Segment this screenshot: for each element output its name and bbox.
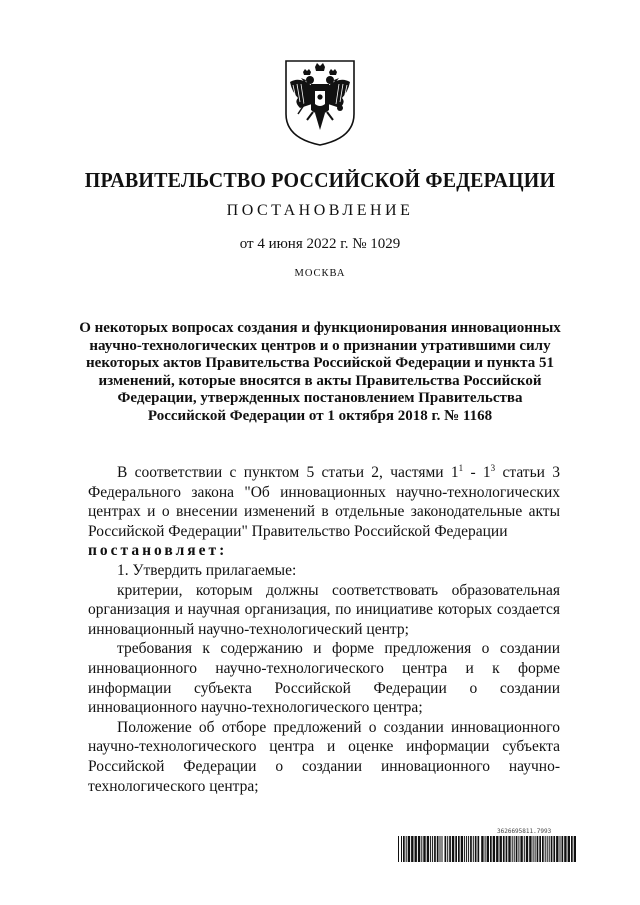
barcode-bar: [518, 836, 519, 862]
barcode-bar: [478, 836, 480, 862]
barcode-bar: [475, 836, 477, 862]
barcode-bar: [529, 836, 531, 862]
barcode-bar: [452, 836, 454, 862]
barcode-bar: [470, 836, 472, 862]
heading-line: Российской Федерации от 1 октября 2018 г. № 1168: [147, 407, 493, 424]
item-1-paragraph: 1. Утвердить прилагаемые:: [117, 561, 297, 579]
heading-line: изменений, которые вносятся в акты Правительства Российской: [98, 372, 542, 389]
barcode-bar: [432, 836, 433, 862]
barcode-bar: [503, 836, 505, 862]
barcode-bar: [427, 836, 429, 862]
barcode-bar: [571, 836, 573, 862]
barcode-bar: [408, 836, 410, 862]
barcode-bar: [549, 836, 550, 862]
barcode-bar: [545, 836, 546, 862]
barcode-bar: [430, 836, 431, 862]
russian-coat-of-arms-icon: [282, 58, 358, 148]
barcode-bar: [539, 836, 541, 862]
superscript-1: 1: [458, 462, 464, 473]
heading-line: некоторых актов Правительства Российской Федерации и пункта 51: [86, 355, 554, 371]
barcode-number: 3626695811.7993: [497, 828, 552, 835]
document-type: ПОСТАНОВЛЕНИЕ: [226, 202, 414, 219]
barcode-bar: [500, 836, 502, 862]
document-body: [88, 463, 560, 796]
barcode-bar: [553, 836, 555, 862]
barcode-bar: [406, 836, 407, 862]
barcode-bar: [461, 836, 463, 862]
heading-line: Федерации, утвержденных постановлением Правительства: [117, 390, 523, 406]
barcode-bar: [468, 836, 469, 862]
barcode-bar: [481, 836, 483, 862]
criteria-paragraph: критерии, которым должны соответствовать образовательная организация и научная организация, по инициативе которых создается инновационный научно-технологический центр;: [88, 581, 560, 638]
barcode-bar: [437, 836, 439, 862]
barcode-bar: [556, 836, 558, 862]
barcode-bar: [508, 836, 510, 862]
barcode-bar: [524, 836, 525, 862]
barcode-bar: [473, 836, 474, 862]
superscript-3: 3: [490, 462, 496, 473]
heading-line: научно-технологических центров и о признании утратившими силу: [89, 337, 551, 354]
barcode-bar: [415, 836, 417, 862]
barcode-bar: [487, 836, 489, 862]
barcode-bar: [418, 836, 420, 862]
barcode-bar: [535, 836, 536, 862]
barcode-bar: [516, 836, 518, 862]
barcode-bar: [403, 836, 405, 862]
decree-verb: постановляет:: [88, 542, 228, 560]
barcode-bar: [562, 836, 564, 862]
decree-word: [88, 541, 560, 561]
barcode-bar: [466, 836, 467, 862]
barcode-bar: [520, 836, 522, 862]
barcode-bar: [458, 836, 460, 862]
document-city: МОСКВА: [294, 268, 346, 279]
preamble-dash: - 1: [463, 464, 491, 481]
barcode-bar: [574, 836, 576, 862]
barcode-bar: [411, 836, 413, 862]
barcode-bar: [464, 836, 465, 862]
barcode-bar: [514, 836, 515, 862]
barcode-bar: [398, 836, 399, 862]
barcode-bar: [455, 836, 457, 862]
barcode-bar: [440, 836, 441, 862]
document-date-number: от 4 июня 2022 г. № 1029: [239, 236, 401, 252]
barcode-bar: [506, 836, 508, 862]
barcode-bar: [490, 836, 492, 862]
barcode-icon: [398, 836, 576, 862]
government-name: ПРАВИТЕЛЬСТВО РОССИЙСКОЙ ФЕДЕРАЦИИ: [84, 168, 556, 192]
preamble-paragraph: [88, 463, 560, 541]
barcode-bar: [485, 836, 486, 862]
barcode-bar: [560, 836, 561, 862]
barcode-bar: [551, 836, 553, 862]
barcode-bar: [434, 836, 436, 862]
barcode-bar: [547, 836, 548, 862]
barcode-bar: [537, 836, 539, 862]
regulation-paragraph: Положение об отборе предложений о создании инновационного научно-технологического центра и оценке информации субъекта Российской Федерации о создании инновационного научно-технологического центра;: [88, 718, 560, 795]
barcode-bar: [533, 836, 534, 862]
barcode-bar: [496, 836, 498, 862]
document-heading: [70, 320, 570, 425]
heading-line: О некоторых вопросах создания и функционирования инновационных: [79, 320, 561, 336]
coat-of-arms-icon: [282, 58, 358, 148]
barcode-bar: [526, 836, 528, 862]
barcode-bar: [423, 836, 425, 862]
barcode-bar: [421, 836, 422, 862]
barcode-bar: [542, 836, 544, 862]
barcode-bar: [449, 836, 451, 862]
barcode-bar: [445, 836, 447, 862]
barcode-bar: [564, 836, 566, 862]
requirements-paragraph: требования к содержанию и форме предложения о создании инновационного научно-технологического центра и к форме информации субъекта Российской Федерации о создании инновационного научно-технологического центра;: [88, 640, 560, 717]
barcode-bar: [447, 836, 448, 862]
barcode-bar: [493, 836, 495, 862]
barcode-bar: [442, 836, 443, 862]
barcode-bar: [568, 836, 570, 862]
barcode-bar: [401, 836, 402, 862]
barcode-bar: [512, 836, 513, 862]
preamble-rest: статьи 3 Федерального закона "Об инновационных научно-технологических центрах и о внесении изменений в отдельные законодательные акты Российской Федерации" Правительство Российской Федерации: [88, 464, 560, 540]
preamble-start: В соответствии с пунктом 5 статьи 2, частями 1: [117, 464, 459, 481]
